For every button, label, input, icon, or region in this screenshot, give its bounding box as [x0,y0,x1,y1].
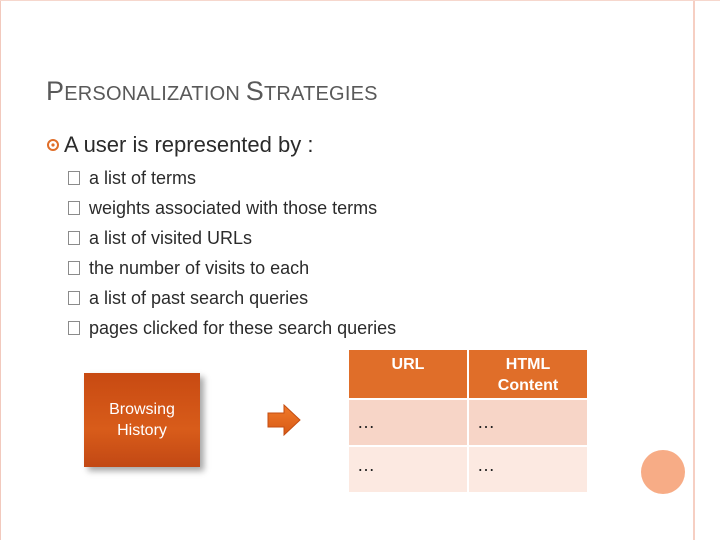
sub-bullet: the number of visits to each [68,258,309,279]
main-bullet: A user is represented by : [64,132,314,157]
slide-frame-left [0,0,1,540]
table-cell: … [469,447,587,492]
slide-frame-right [693,0,695,540]
table-header-html-content: HTML Content [469,350,587,398]
ring-bullet-icon [46,138,60,152]
checkbox-bullet-icon [68,231,80,245]
checkbox-bullet-icon [68,261,80,275]
slide-frame-top [0,0,720,1]
browsing-history-label: Browsing History [109,401,175,439]
sub-bullet: weights associated with those terms [68,198,377,219]
checkbox-bullet-icon [68,201,80,215]
checkbox-bullet-icon [68,171,80,185]
browsing-history-box [84,373,200,467]
right-arrow-icon [267,404,301,436]
sub-bullet: a list of visited URLs [68,228,252,249]
sub-bullet: pages clicked for these search queries [68,318,396,339]
table-header-url: URL [349,350,467,398]
sub-bullet: a list of past search queries [68,288,308,309]
table-cell: … [469,400,587,445]
checkbox-bullet-icon [68,321,80,335]
sub-bullet: a list of terms [68,168,196,189]
table-cell: … [349,447,467,492]
slide-title: PERSONALIZATION STRATEGIES [46,76,378,106]
decorative-circle [641,450,685,494]
checkbox-bullet-icon [68,291,80,305]
table-cell: … [349,400,467,445]
